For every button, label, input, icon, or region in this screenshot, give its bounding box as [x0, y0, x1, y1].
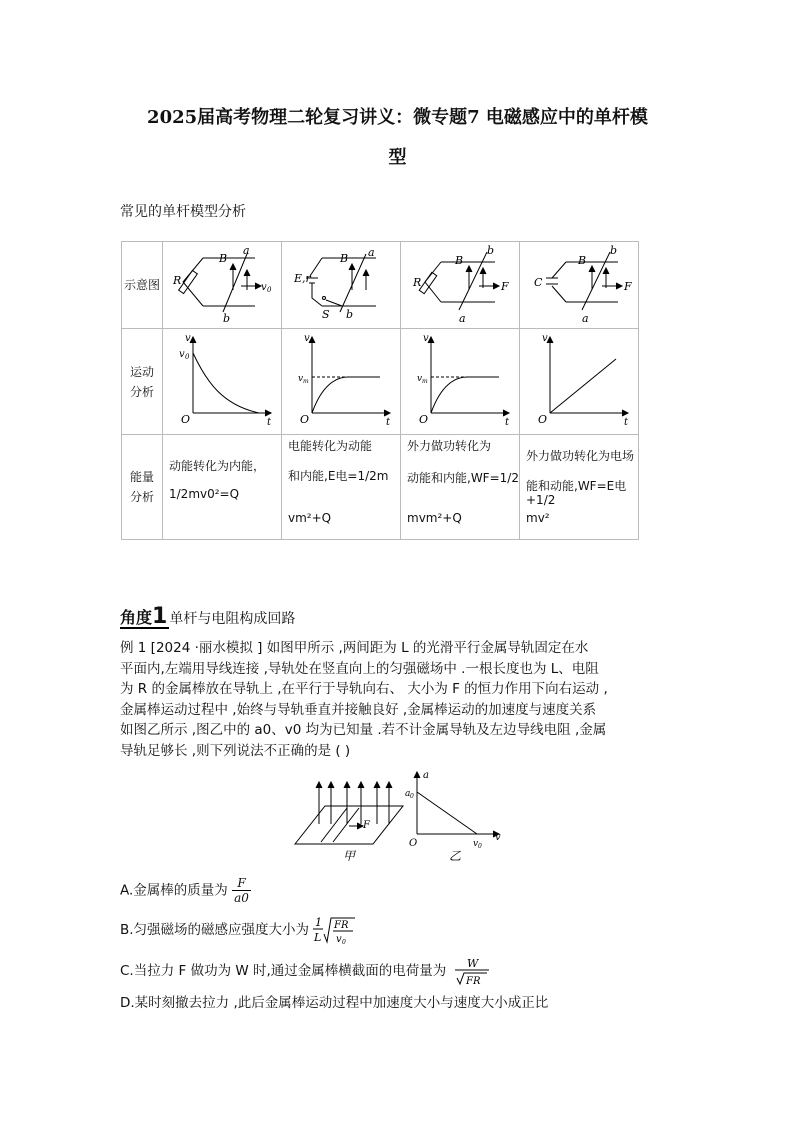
svg-text:v: v	[417, 374, 423, 384]
svg-text:t: t	[267, 417, 272, 428]
model-table	[121, 241, 639, 540]
svg-text:v: v	[473, 839, 479, 849]
svg-text:b: b	[487, 244, 495, 257]
diagram-resistor-force	[401, 242, 520, 329]
svg-text:0: 0	[342, 939, 347, 946]
example-line: 为 R 的金属棒放在导轨上 ,在平行于导轨向右、 大小为 F 的恒力作用下向右运动 ,	[120, 681, 608, 697]
example-line: 金属棒运动过程中 ,始终与导轨垂直并接触良好 ,金属棒运动的加速度与速度关系	[120, 701, 597, 718]
section-label: 常见的单杆模型分析	[120, 204, 246, 220]
diagram-battery-switch	[282, 242, 401, 329]
example-line: 平面内,左端用导线连接 ,导轨处在竖直向上的匀强磁场中 .一根长度也为 L、电阻	[120, 660, 599, 677]
svg-text:v: v	[261, 282, 267, 293]
svg-text:t: t	[505, 417, 510, 428]
svg-text:m: m	[303, 378, 309, 385]
example-figures	[285, 770, 505, 865]
svg-text:B: B	[578, 254, 587, 267]
svg-text:v: v	[542, 333, 548, 344]
row-label-motion: 运动 分析	[122, 329, 163, 435]
svg-text:R: R	[413, 276, 422, 289]
svg-text:0: 0	[478, 843, 482, 850]
svg-text:m: m	[422, 378, 428, 385]
svg-text:B: B	[219, 252, 228, 265]
svg-text:C: C	[534, 276, 543, 289]
graph-saturation-2	[401, 329, 520, 435]
option-d: D.某时刻撤去拉力 ,此后金属棒运动过程中加速度大小与速度大小成正比	[120, 995, 549, 1011]
option-a-fraction: $\frac{F}{a0}$	[234, 876, 249, 905]
svg-text:a: a	[405, 789, 411, 799]
diagram-resistor-v0	[163, 242, 282, 329]
svg-text:0: 0	[185, 353, 190, 361]
graph-linear	[520, 329, 639, 435]
svg-text:F: F	[363, 820, 370, 831]
svg-text:0: 0	[410, 793, 414, 800]
svg-text:O: O	[181, 413, 191, 426]
svg-text:B: B	[340, 252, 349, 265]
svg-text:S: S	[322, 308, 330, 321]
graph-saturation-1	[282, 329, 401, 435]
option-c-formula	[451, 956, 491, 986]
svg-text:W: W	[466, 957, 478, 970]
svg-text:v: v	[179, 349, 185, 360]
angle-badge: 角度1	[120, 604, 168, 629]
svg-text:b: b	[610, 244, 618, 257]
svg-text:O: O	[419, 413, 429, 426]
svg-text:a: a	[368, 246, 375, 259]
energy-cell-3: 外力做功转化为 动能和内能,WF=1/2 mvm²+Q	[401, 435, 520, 540]
angle-heading	[120, 604, 295, 629]
svg-text:b: b	[346, 308, 354, 321]
svg-text:L: L	[314, 931, 322, 944]
example-text	[120, 638, 680, 761]
example-line: 导轨足够长 ,则下列说法不正确的是 ( )	[120, 742, 351, 759]
option-b-formula	[313, 914, 357, 946]
svg-text:0: 0	[267, 286, 272, 294]
svg-text:R: R	[173, 274, 182, 287]
svg-text:a: a	[582, 312, 589, 325]
svg-text:O: O	[538, 413, 548, 426]
svg-text:F: F	[501, 280, 509, 293]
svg-text:v: v	[495, 832, 501, 843]
option-b: B.匀强磁场的磁感应强度大小为 1 L FR v 0	[120, 914, 357, 946]
option-a: A.金属棒的质量为 $\frac{F}{a0}$	[120, 876, 249, 905]
svg-text:1: 1	[315, 916, 323, 929]
option-c: C.当拉力 F 做功为 W 时,通过金属棒横截面的电荷量为 W FR	[120, 956, 491, 986]
svg-text:b: b	[223, 312, 231, 325]
example-line: 例 1 [2024 ·丽水模拟 ] 如图甲所示 ,两间距为 L 的光滑平行金属导轨固定在水	[120, 640, 589, 656]
row-label-energy: 能量 分析	[122, 435, 163, 540]
svg-text:t: t	[624, 417, 629, 428]
graph-decay	[163, 329, 282, 435]
page-title-continued: 型	[388, 147, 407, 168]
svg-text:t: t	[386, 417, 391, 428]
svg-text:F: F	[624, 280, 632, 293]
page-title: 2025届高考物理二轮复习讲义：微专题7 电磁感应中的单杆模	[147, 107, 648, 128]
svg-text:v: v	[336, 934, 343, 945]
svg-text:v: v	[423, 333, 429, 344]
svg-text:v: v	[185, 333, 191, 344]
svg-text:a: a	[423, 770, 429, 781]
svg-text:v: v	[304, 333, 310, 344]
example-line: 如图乙所示 ,图乙中的 a0、v0 均为已知量 .若不计金属导轨及左边导线电阻 ,金属	[120, 722, 607, 738]
svg-text:O: O	[300, 413, 310, 426]
svg-text:FR: FR	[465, 976, 481, 986]
svg-text:B: B	[455, 254, 464, 267]
energy-cell-2: 电能转化为动能 和内能,E电=1/2m vm²+Q	[282, 435, 401, 540]
figure-label-yi: 乙	[449, 849, 462, 863]
svg-text:E,r: E,r	[294, 272, 311, 285]
energy-cell-4: 外力做功转化为电场 能和动能,WF=E电+1/2 mv²	[520, 435, 639, 540]
svg-text:a: a	[243, 244, 250, 257]
row-label-diagram: 示意图	[122, 242, 163, 329]
angle-title: 单杆与电阻构成回路	[169, 611, 296, 627]
svg-text:a: a	[459, 312, 466, 325]
svg-text:v: v	[298, 374, 304, 384]
svg-text:FR: FR	[334, 920, 349, 931]
svg-text:O: O	[409, 838, 418, 849]
figure-label-jia: 甲	[343, 849, 356, 863]
diagram-capacitor-force	[520, 242, 639, 329]
energy-cell-1: 动能转化为内能， 1/2mv0²=Q	[163, 435, 282, 540]
